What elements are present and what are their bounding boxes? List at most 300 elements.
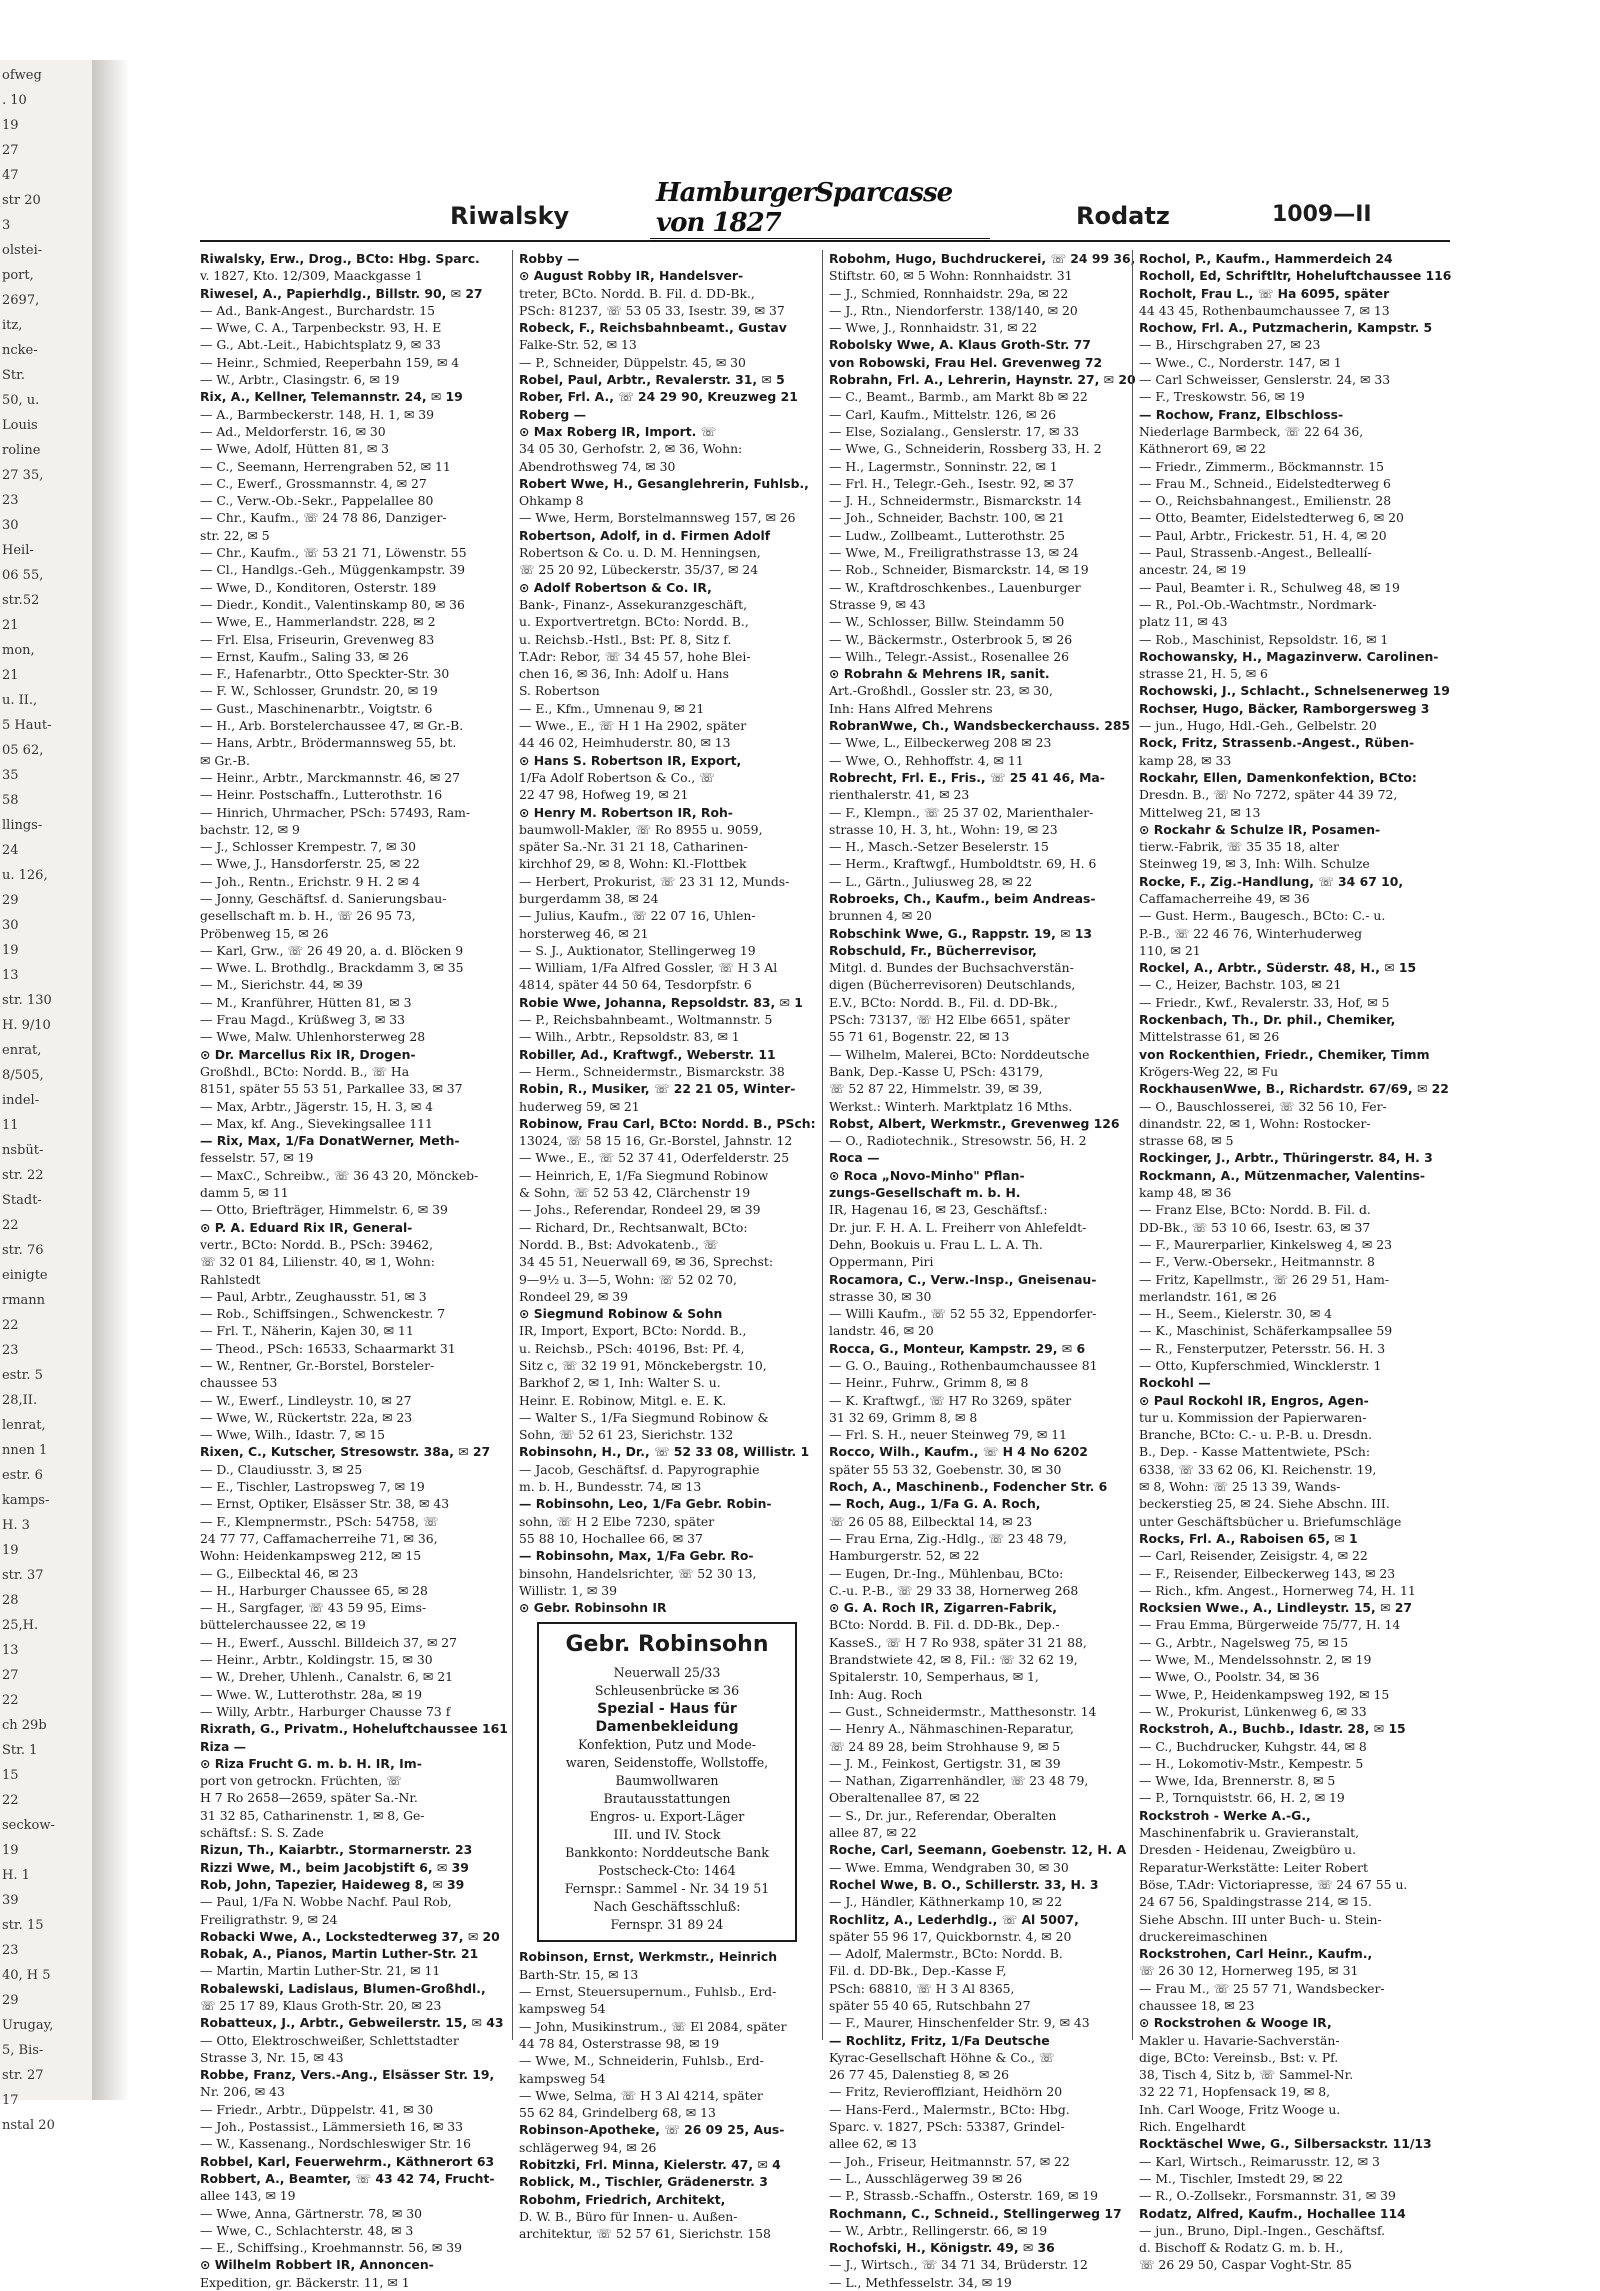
- directory-entry: Bank-, Finanz-, Assekuranzgeschäft,: [519, 596, 748, 612]
- directory-entry: — O., Bauschlosserei, ☏ 32 56 10, Fer-: [1139, 1098, 1387, 1114]
- directory-entry: Robin, R., Musiker, ☏ 22 21 05, Winter-: [519, 1081, 796, 1097]
- directory-entry: ⊙ Roca „Novo-Minho" Pflan-: [829, 1167, 1025, 1183]
- directory-entry: Willistr. 1, ✉ 39: [519, 1582, 617, 1598]
- directory-entry: BCto: Nordd. B. Fil. d. DD-Bk., Dep.-: [829, 1617, 1060, 1633]
- directory-entry: d. Bischoff & Rodatz G. m. b. H.,: [1139, 2240, 1344, 2256]
- directory-page: [200, 177, 1452, 2290]
- directory-entry: — Chr., Kaufm., ☏ 24 78 86, Danziger-: [200, 510, 447, 526]
- directory-entry: v. 1827, Kto. 12/309, Maackgasse 1: [200, 268, 423, 284]
- directory-entry: Großhdl., BCto: Nordd. B., ☏ Ha: [200, 1063, 410, 1079]
- left-page-fragment: 13: [2, 1643, 19, 1658]
- left-page-fragment: 19: [2, 1843, 19, 1858]
- directory-entry: dige, BCto: Vereinsb., Bst: v. Pf.: [1139, 2049, 1339, 2065]
- left-page-fragment: 23: [2, 1343, 19, 1358]
- directory-entry: Inh: Aug. Roch: [829, 1686, 923, 1702]
- ad-line: Neuerwall 25/33: [613, 1665, 721, 1681]
- directory-entry: — Fritz, Kapellmstr., ☏ 26 29 51, Ham-: [1139, 1271, 1390, 1287]
- directory-entry: — Frau M., ☏ 25 57 71, Wandsbecker-: [1139, 1980, 1385, 1996]
- left-page-fragment: lenrat,: [2, 1418, 46, 1433]
- directory-entry: Rockenbach, Th., Dr. phil., Chemiker,: [1139, 1012, 1396, 1028]
- ad-line: waren, Seidenstoffe, Wollstoffe,: [565, 1755, 769, 1771]
- directory-entry: — F., Klempn., ☏ 25 37 02, Marienthaler-: [829, 804, 1094, 820]
- directory-entry: 1/Fa Adolf Robertson & Co., ☏: [519, 769, 715, 785]
- directory-entry: Robbe, Franz, Vers.-Ang., Elsässer Str. 19,: [200, 2067, 495, 2083]
- directory-entry: Dresdn. B., ☏ No 7272, später 44 39 72,: [1139, 787, 1398, 803]
- directory-entry: Mittelweg 21, ✉ 13: [1139, 804, 1261, 820]
- directory-entry: Robrahn, Frl. A., Lehrerin, Haynstr. 27, ✉ 20: [829, 372, 1136, 388]
- directory-entry: — Herm., Kraftwgf., Humboldtstr. 69, H. 6: [829, 856, 1097, 872]
- directory-entry: — O., Radiotechnik., Stresowstr. 56, H. 2: [829, 1133, 1087, 1149]
- directory-entry: — Paul, Strassenb.-Angest., Belleallí-: [1139, 545, 1372, 561]
- directory-entry: — Max, Arbtr., Jägerstr. 15, H. 3, ✉ 4: [200, 1098, 434, 1114]
- left-page-fragment: 58: [2, 793, 19, 808]
- directory-entry: — L., Gärtn., Juliusweg 28, ✉ 22: [829, 873, 1033, 889]
- directory-entry: Stiftstr. 60, ✉ 5 Wohn: Ronnhaidstr. 31: [829, 268, 1073, 284]
- directory-entry: Nordd. B., Bst: Advokatenb., ☏: [519, 1236, 719, 1252]
- directory-entry: — W., Dreher, Uhlenh., Canalstr. 6, ✉ 21: [200, 1669, 453, 1685]
- directory-entry: — L., Ausschlägerweg 39 ✉ 26: [829, 2170, 1023, 2186]
- directory-entry: — Rix, Max, 1/Fa DonatWerner, Meth-: [200, 1133, 460, 1149]
- directory-entry: — J. H., Schneidermstr., Bismarckstr. 14: [829, 493, 1082, 509]
- directory-entry: 55 62 84, Grindelberg 68, ✉ 13: [519, 2105, 716, 2121]
- directory-entry: Inh. Carl Wooge, Fritz Wooge u.: [1139, 2101, 1341, 2117]
- directory-entry: Rocktäschel Wwe, G., Silbersackstr. 11/13: [1139, 2136, 1432, 2152]
- directory-entry: — F., Klempnermstr., PSch: 54758, ☏: [200, 1513, 439, 1529]
- directory-entry: Rocke, F., Zig.-Handlung, ☏ 34 67 10,: [1139, 873, 1404, 889]
- directory-entry: ⊙ Wilhelm Robbert IR, Annoncen-: [200, 2257, 434, 2273]
- directory-entry: — Wwe, Anna, Gärtnerstr. 78, ✉ 30: [200, 2205, 422, 2221]
- directory-entry: allee 62, ✉ 13: [829, 2136, 917, 2152]
- directory-entry: ⊙ P. A. Eduard Rix IR, General-: [200, 1219, 413, 1235]
- directory-entry: — Rob., Schneider, Bismarckstr. 14, ✉ 19: [829, 562, 1089, 578]
- directory-entry: Robohm, Friedrich, Architekt,: [519, 2191, 726, 2207]
- left-page-fragment: estr. 6: [2, 1468, 43, 1483]
- directory-entry: — S., Dr. jur., Referendar, Oberalten: [829, 1807, 1057, 1823]
- directory-entry: P.-B., ☏ 22 46 76, Winterhuderweg: [1139, 925, 1363, 941]
- directory-entry: — Heinr., Fuhrw., Grimm 8, ✉ 8: [829, 1375, 1029, 1391]
- directory-entry: Roch, A., Maschinenb., Fodencher Str. 6: [829, 1479, 1108, 1495]
- directory-entry: — Heinr. Postschaffn., Lutterothstr. 16: [200, 787, 443, 803]
- directory-entry: Rochol, P., Kaufm., Hammerdeich 24: [1139, 251, 1393, 266]
- ad-line: Postscheck-Cto: 1464: [598, 1863, 736, 1879]
- directory-entry: — F. W., Schlosser, Grundstr. 20, ✉ 19: [200, 683, 438, 699]
- directory-entry: — Frl. H., Telegr.-Geh., Isestr. 92, ✉ 37: [829, 475, 1074, 491]
- directory-entry: später 55 53 32, Goebenstr. 30, ✉ 30: [829, 1461, 1062, 1477]
- directory-entry: Dehn, Bookuis u. Frau L. L. A. Th.: [829, 1236, 1043, 1252]
- directory-entry: Dresden - Heidenau, Zweigbüro u.: [1139, 1842, 1357, 1858]
- directory-entry: — Willy, Arbtr., Harburger Chausse 73 f: [200, 1703, 451, 1719]
- directory-entry: Abendrothsweg 74, ✉ 30: [519, 458, 676, 474]
- directory-entry: von Robowski, Frau Hel. Grevenweg 72: [829, 354, 1103, 370]
- directory-entry: — Wwe. L. Brothdlg., Brackdamm 3, ✉ 35: [200, 960, 464, 976]
- directory-entry: Robiller, Ad., Kraftwgf., Weberstr. 11: [519, 1046, 776, 1062]
- left-page-fragment: H. 9/10: [2, 1018, 51, 1033]
- directory-entry: später 55 40 65, Rutschbahn 27: [829, 1997, 1031, 2013]
- left-page-fragment: itz,: [2, 318, 23, 333]
- left-page-fragment: 22: [2, 1218, 19, 1233]
- left-page-fragment: einigte: [2, 1268, 48, 1283]
- directory-entry: Rahlstedt: [200, 1271, 261, 1287]
- left-page-fragment: rmann: [2, 1293, 46, 1308]
- directory-entry: — Joh., Friseur, Heitmannstr. 57, ✉ 22: [829, 2153, 1070, 2169]
- directory-entry: Rocholl, Ed, Schriftltr, Hoheluftchaussee 116: [1139, 268, 1452, 284]
- directory-entry: Ohkamp 8: [519, 493, 584, 509]
- left-page-fragment: 35: [2, 768, 19, 783]
- left-page-fragment: Str.: [2, 368, 26, 383]
- directory-entry: Robeck, F., Reichsbahnbeamt., Gustav: [519, 320, 787, 336]
- directory-entry: Robatteux, J., Arbtr., Gebweilerstr. 15, ✉ 43: [200, 2015, 504, 2031]
- directory-entry: — Frau M., Schneid., Eidelstedterweg 6: [1139, 475, 1391, 491]
- directory-entry: — E., Tischler, Lastropsweg 7, ✉ 19: [200, 1479, 425, 1495]
- left-page-fragment: 22: [2, 1793, 19, 1808]
- directory-entry: — Herm., Schneidermstr., Bismarckstr. 38: [519, 1063, 785, 1079]
- directory-entry: Rocholt, Frau L., ☏ Ha 6095, später: [1139, 285, 1390, 301]
- directory-entry: — Otto, Beamter, Eidelstedterweg 6, ✉ 20: [1139, 510, 1404, 526]
- directory-entry: Werkst.: Winterh. Marktplatz 16 Mths.: [829, 1098, 1073, 1114]
- directory-entry: — Eugen, Dr.-Ing., Mühlenbau, BCto:: [829, 1565, 1064, 1581]
- directory-entry: ☏ 32 01 84, Lilienstr. 40, ✉ 1, Wohn:: [200, 1254, 435, 1270]
- directory-entry: — Carl, Reisender, Zeisigstr. 4, ✉ 22: [1139, 1548, 1368, 1564]
- directory-entry: Art.-Großhdl., Gossler str. 23, ✉ 30,: [829, 683, 1053, 699]
- directory-entry: Steinweg 19, ✉ 3, Inh: Wilh. Schulze: [1139, 856, 1370, 872]
- directory-entry: Robalewski, Ladislaus, Blumen-Großhdl.,: [200, 1980, 486, 1996]
- directory-entry: C.-u. P.-B., ☏ 29 33 38, Hornerweg 268: [829, 1582, 1079, 1598]
- left-page-fragment: llings-: [2, 818, 43, 833]
- directory-entry: Heinr. E. Robinow, Mitgl. e. E. K.: [519, 1392, 727, 1408]
- directory-entry: ⊙ Gebr. Robinsohn IR: [519, 1600, 667, 1616]
- directory-entry: — Willi Kaufm., ☏ 52 55 32, Eppendorfer-: [829, 1306, 1097, 1322]
- directory-entry: Oppermann, Piri: [829, 1254, 934, 1270]
- directory-entry: — Wwe. Emma, Wendgraben 30, ✉ 30: [829, 1859, 1069, 1875]
- directory-entry: Robroeks, Ch., Kaufm., beim Andreas-: [829, 890, 1096, 906]
- directory-entry: PSch: 81237, ☏ 53 05 33, Isestr. 39, ✉ 37: [519, 302, 785, 318]
- directory-entry: ⊙ Paul Rockohl IR, Engros, Agen-: [1139, 1392, 1369, 1408]
- directory-entry: — Heinr., Arbtr., Koldingstr. 15, ✉ 30: [200, 1652, 433, 1668]
- left-page-fragment: olstei-: [2, 243, 43, 258]
- left-page-fragment: 19: [2, 1543, 19, 1558]
- directory-entry: landstr. 46, ✉ 20: [829, 1323, 934, 1339]
- ad-line: III. und IV. Stock: [613, 1827, 721, 1843]
- left-page-fragment: 27: [2, 143, 19, 158]
- left-page-fragment: 5, Bis-: [2, 2043, 44, 2058]
- directory-entry: Rochlitz, A., Lederhdlg., ☏ Al 5007,: [829, 1911, 1079, 1927]
- directory-entry: Siehe Abschn. III unter Buch- u. Stein-: [1139, 1911, 1382, 1927]
- directory-entry: Robschuld, Fr., Bücherrevisor,: [829, 942, 1037, 958]
- directory-entry: Robinsohn, H., Dr., ☏ 52 33 08, Willistr. 1: [519, 1444, 810, 1460]
- left-page-fragment: Str. 1: [2, 1743, 38, 1758]
- directory-entry: Rochser, Hugo, Bäcker, Ramborgersweg 3: [1139, 700, 1430, 716]
- left-page-fragment: Heil-: [2, 543, 34, 558]
- directory-entry: Robert Wwe, H., Gesanglehrerin, Fuhlsb.,: [519, 475, 809, 491]
- directory-entry: T.Adr: Rebor, ☏ 34 45 57, hohe Blei-: [519, 648, 751, 664]
- directory-entry: — Richard, Dr., Rechtsanwalt, BCto:: [519, 1219, 748, 1235]
- directory-entry: — Carl Schweisser, Genslerstr. 24, ✉ 33: [1139, 372, 1391, 388]
- directory-entry: chaussee 53: [200, 1375, 278, 1391]
- left-page-fragment: indel-: [2, 1093, 40, 1108]
- directory-entry: später 55 96 17, Quickbornstr. 4, ✉ 20: [829, 1928, 1072, 1944]
- directory-entry: DD-Bk., ☏ 53 10 66, Isestr. 63, ✉ 37: [1139, 1219, 1371, 1235]
- directory-entry: — R., Pol.-Ob.-Wachtmstr., Nordmark-: [1139, 596, 1377, 612]
- left-page-fragment: 21: [2, 668, 19, 683]
- ad-title: Gebr. Robinsohn: [565, 1632, 769, 1658]
- directory-entry: — Wilhelm, Malerei, BCto: Norddeutsche: [829, 1046, 1090, 1062]
- directory-entry: — W., Arbtr., Rellingerstr. 66, ✉ 19: [829, 2222, 1048, 2238]
- directory-entry: Rockinger, J., Arbtr., Thüringerstr. 84, H. 3: [1139, 1150, 1433, 1166]
- left-page-fragment: 06 55,: [2, 568, 44, 583]
- left-page-fragment: mon,: [2, 643, 35, 658]
- directory-entry: — Ad., Meldorferstr. 16, ✉ 30: [200, 423, 386, 439]
- directory-entry: — Joh., Postassist., Lämmersieth 16, ✉ 33: [200, 2119, 464, 2135]
- directory-entry: — Robinsohn, Leo, 1/Fa Gebr. Robin-: [519, 1496, 772, 1512]
- directory-entry: — Wwe, Herm, Borstelmannsweg 157, ✉ 26: [519, 510, 796, 526]
- directory-entry: — M., Kranführer, Hütten 81, ✉ 3: [200, 994, 412, 1010]
- directory-entry: Krögers-Weg 22, ✉ Fu: [1139, 1063, 1279, 1079]
- directory-entry: — Wwe. W., Lutterothstr. 28a, ✉ 19: [200, 1686, 423, 1702]
- directory-entry: — F., Maurerparlier, Kinkelsweg 4, ✉ 23: [1139, 1236, 1393, 1252]
- directory-entry: — Otto, Kupferschmied, Wincklerstr. 1: [1139, 1358, 1382, 1373]
- directory-entry: Robertson & Co. u. D. M. Henningsen,: [519, 545, 761, 561]
- directory-entry: — Paul, Arbtr., Zeughausstr. 51, ✉ 3: [200, 1288, 427, 1304]
- directory-entry: — J., Händler, Käthnerkamp 10, ✉ 22: [829, 1894, 1063, 1910]
- page-header: [200, 177, 1450, 242]
- directory-entry: — Nathan, Zigarrenhändler, ☏ 23 48 79,: [829, 1773, 1089, 1789]
- left-page-fragment: enrat,: [2, 1043, 42, 1058]
- directory-entry: schlägerweg 94, ✉ 26: [519, 2139, 657, 2155]
- directory-entry: Robak, A., Pianos, Martin Luther-Str. 21: [200, 1946, 479, 1962]
- left-page-fragment: 40, H 5: [2, 1968, 51, 1983]
- directory-entry: Maschinenfabrik u. Gravieranstalt,: [1139, 1825, 1360, 1841]
- directory-entry: — W., Schlosser, Billw. Steindamm 50: [829, 614, 1065, 630]
- directory-entry: bachstr. 12, ✉ 9: [200, 821, 300, 837]
- directory-entry: — William, 1/Fa Alfred Gossler, ☏ H 3 Al: [519, 960, 778, 976]
- directory-entry: — W., Bäckermstr., Osterbrook 5, ✉ 26: [829, 631, 1073, 647]
- directory-entry: — W., Arbtr., Clasingstr. 6, ✉ 19: [200, 372, 400, 388]
- directory-entry: — Rob., Maschinist, Repsoldstr. 16, ✉ 1: [1139, 631, 1389, 647]
- directory-entry: — H., Lokomotiv-Mstr., Kempestr. 5: [1139, 1755, 1364, 1771]
- directory-entry: — Ernst, Optiker, Elsässer Str. 38, ✉ 43: [200, 1496, 450, 1512]
- left-page-fragment: 8/505,: [2, 1068, 44, 1083]
- directory-entry: — Wwe, Adolf, Hütten 81, ✉ 3: [200, 441, 390, 457]
- directory-entry: 22 47 98, Hofweg 19, ✉ 21: [519, 787, 689, 803]
- directory-entry: Rochmann, C., Schneid., Stellingerweg 17: [829, 2205, 1122, 2221]
- directory-entry: — Wwe, G., Schneiderin, Rossberg 33, H. 2: [829, 441, 1102, 457]
- left-page-fragment: 27 35,: [2, 468, 44, 483]
- directory-entry: später Sa.-Nr. 31 21 18, Catharinen-: [519, 839, 748, 855]
- left-page-fragment: nstal 20: [2, 2118, 55, 2133]
- directory-entry: ⊙ Siegmund Robinow & Sohn: [519, 1306, 723, 1322]
- directory-entry: — Otto, Briefträger, Himmelstr. 6, ✉ 39: [200, 1202, 448, 1218]
- directory-entry: port von getrockn. Früchten, ☏: [200, 1773, 402, 1789]
- directory-entry: Robinson-Apotheke, ☏ 26 09 25, Aus-: [519, 2122, 785, 2138]
- directory-entry: — jun., Bruno, Dipl.-Ingen., Geschäftsf.: [1139, 2222, 1386, 2238]
- left-page-fragment: ch 29b: [2, 1718, 47, 1733]
- directory-entry: Robbert, A., Beamter, ☏ 43 42 74, Frucht-: [200, 2170, 495, 2186]
- directory-entry: beckerstieg 25, ✉ 24. Siehe Abschn. III.: [1139, 1496, 1390, 1512]
- directory-entry: — J., Schmied, Ronnhaidstr. 29a, ✉ 22: [829, 285, 1069, 301]
- left-page-fragment: 21: [2, 618, 19, 633]
- directory-entry: ⊙ Hans S. Robertson IR, Export,: [519, 752, 742, 768]
- directory-entry: Robolsky Wwe, A. Klaus Groth-Str. 77: [829, 337, 1091, 353]
- directory-entry: dinandstr. 22, ✉ 1, Wohn: Rostocker-: [1139, 1115, 1371, 1131]
- directory-entry: Rich. Engelhardt: [1139, 2119, 1246, 2135]
- directory-entry: Falke-Str. 52, ✉ 13: [519, 337, 637, 353]
- directory-entry: chaussee 18, ✉ 23: [1139, 1997, 1255, 2013]
- directory-entry: — Jacob, Geschäftsf. d. Papyrographie: [519, 1461, 760, 1477]
- directory-entry: — Gust., Maschinenarbtr., Voigtstr. 6: [200, 700, 433, 716]
- directory-entry: Caffamacherreihe 49, ✉ 36: [1139, 890, 1310, 906]
- directory-entry: — J. M., Feinkost, Gertigstr. 31, ✉ 39: [829, 1755, 1061, 1771]
- directory-entry: Roche, Carl, Seemann, Goebenstr. 12, H. A: [829, 1842, 1127, 1858]
- directory-entry: Dr. jur. F. H. A. L. Freiherr von Ahlefeldt-: [829, 1219, 1087, 1235]
- directory-entry: — Wwe, M., Schneiderin, Fuhlsb., Erd-: [519, 2053, 764, 2069]
- directory-entry: — W., Rentner, Gr.-Borstel, Borsteler-: [200, 1358, 435, 1373]
- left-page-fragment: 23: [2, 1943, 19, 1958]
- directory-entry: horsterweg 46, ✉ 21: [519, 925, 649, 941]
- directory-entry: — F., Treskowstr. 56, ✉ 19: [1139, 389, 1305, 405]
- left-page-fragment: H. 3: [2, 1518, 30, 1533]
- directory-entry: Sohn, ☏ 52 61 23, Sierichstr. 132: [519, 1427, 734, 1443]
- left-page-fragment: 3: [2, 218, 11, 233]
- left-page-fragment: 28: [2, 1593, 19, 1608]
- directory-entry: Oberaltenallee 87, ✉ 22: [829, 1790, 980, 1806]
- directory-entry: Sitz c, ☏ 32 19 91, Mönckebergstr. 10,: [519, 1358, 767, 1373]
- directory-entry: ☏ 26 05 88, Eilbecktal 14, ✉ 23: [829, 1513, 1033, 1529]
- left-page-fragment: 15: [2, 1768, 19, 1783]
- directory-entry: strasse 30, ✉ 30: [829, 1288, 932, 1304]
- directory-entry: gesellschaft m. b. H., ☏ 26 95 73,: [200, 908, 416, 924]
- directory-entry: — Walter S., 1/Fa Siegmund Robinow &: [519, 1409, 769, 1425]
- directory-entry: fesselstr. 57, ✉ 19: [200, 1150, 314, 1166]
- directory-entry: Sparc. v. 1827, PSch: 53387, Grindel-: [829, 2119, 1065, 2135]
- directory-entry: — G., Arbtr., Nagelsweg 75, ✉ 15: [1139, 1634, 1349, 1650]
- directory-entry: — G., Eilbecktal 46, ✉ 23: [200, 1565, 359, 1581]
- directory-entry: — Max, kf. Ang., Sievekingsallee 111: [200, 1115, 433, 1131]
- left-page-fragment: 5 Haut-: [2, 718, 52, 733]
- directory-entry: Robrecht, Frl. E., Fris., ☏ 25 41 46, Ma-: [829, 769, 1105, 785]
- directory-entry: H 7 Ro 2658—2659, später Sa.-Nr.: [200, 1790, 418, 1806]
- directory-entry: Inh: Hans Alfred Mehrens: [829, 700, 993, 716]
- directory-entry: — C., Ewerf., Grossmannstr. 4, ✉ 27: [200, 475, 427, 491]
- directory-entry: — Gust. Herm., Baugesch., BCto: C.- u.: [1139, 908, 1386, 924]
- directory-entry: binsohn, Handelsrichter, ☏ 52 30 13,: [519, 1565, 757, 1581]
- directory-entry: — Roch, Aug., 1/Fa G. A. Roch,: [829, 1496, 1041, 1512]
- directory-entry: — C., Seemann, Herrengraben 52, ✉ 11: [200, 458, 451, 474]
- ad-line: Bankkonto: Norddeutsche Bank: [565, 1845, 769, 1861]
- directory-entry: — J., Rtn., Niendorferstr. 138/140, ✉ 20: [829, 302, 1078, 318]
- left-page-fragment: 2697,: [2, 293, 40, 308]
- directory-entry: Rockstroh - Werke A.-G.,: [1139, 1807, 1311, 1823]
- left-page-fragment: str. 22: [2, 1168, 44, 1183]
- left-page-fragment: 24: [2, 843, 19, 858]
- column-3: [822, 250, 1136, 2290]
- directory-entry: 44 78 84, Osterstrasse 98, ✉ 19: [519, 2035, 720, 2051]
- directory-entry: Robinson, Ernst, Werkmstr., Heinrich: [519, 1949, 778, 1965]
- directory-entry: tierw.-Fabrik, ☏ 35 35 18, alter: [1139, 839, 1339, 855]
- directory-entry: E.V., BCto: Nordd. B., Fil. d. DD-Bk.,: [829, 994, 1058, 1010]
- left-page-fragment: H. 1: [2, 1868, 30, 1883]
- directory-entry: — P., Schneider, Düppelstr. 45, ✉ 30: [519, 354, 746, 370]
- directory-entry: — John, Musikinstrum., ☏ El 2084, später: [519, 2018, 787, 2034]
- directory-entry: — Wwe, O., Poolstr. 34, ✉ 36: [1139, 1669, 1320, 1685]
- directory-entry: Riwesel, A., Papierhdlg., Billstr. 90, ✉ 27: [200, 285, 483, 301]
- directory-entry: ☏ 25 20 92, Lübeckerstr. 35/37, ✉ 24: [519, 562, 759, 578]
- previous-page-edge: [0, 60, 95, 2133]
- directory-entry: Rocks, Frl. A., Raboisen 65, ✉ 1: [1139, 1530, 1358, 1546]
- directory-entry: — Robinsohn, Max, 1/Fa Gebr. Ro-: [519, 1548, 754, 1564]
- directory-entry: — Paul, Beamter i. R., Schulweg 48, ✉ 19: [1139, 579, 1400, 595]
- directory-entry: m. b. H., Bundesstr. 74, ✉ 13: [519, 1479, 702, 1495]
- directory-entry: KasseS., ☏ H 7 Ro 938, später 31 21 88,: [829, 1634, 1087, 1650]
- directory-entry: — Heinrich, E, 1/Fa Siegmund Robinow: [519, 1167, 769, 1183]
- directory-entry: — Hinrich, Uhrmacher, PSch: 57493, Ram-: [200, 804, 471, 820]
- directory-entry: Roca —: [829, 1150, 880, 1166]
- ad-line: Fernspr.: Sammel - Nr. 34 19 51: [564, 1881, 770, 1897]
- directory-entry: 24 77 77, Caffamacherreihe 71, ✉ 36,: [200, 1530, 438, 1546]
- directory-entry: — Wwe., C., Norderstr. 147, ✉ 1: [1139, 354, 1342, 370]
- column-1: [200, 250, 508, 2290]
- directory-entry: — W., Prokurist, Lünkenweg 6, ✉ 33: [1139, 1703, 1367, 1719]
- column-2: [512, 250, 816, 2242]
- left-page-fragment: 29: [2, 893, 19, 908]
- directory-entry: — J., Wirtsch., ☏ 34 71 34, Brüderstr. 12: [829, 2257, 1088, 2273]
- directory-entry: ✉ 8, Wohn: ☏ 25 13 39, Wands-: [1139, 1479, 1341, 1495]
- directory-entry: — Herbert, Prokurist, ☏ 23 31 12, Munds-: [519, 873, 790, 889]
- directory-entry: Brandstwiete 42, ✉ 8, Fil.: ☏ 32 62 19,: [829, 1652, 1078, 1668]
- directory-entry: Rizzi Wwe, M., beim Jacobjstift 6, ✉ 39: [200, 1859, 469, 1875]
- directory-entry: Robel, Paul, Arbtr., Revalerstr. 31, ✉ 5: [519, 372, 785, 388]
- directory-entry: — Otto, Elektroschweißer, Schlettstadter: [200, 2032, 459, 2048]
- directory-entry: ☏ 52 87 22, Himmelstr. 39, ✉ 39,: [829, 1081, 1043, 1097]
- directory-entry: — Paul, Arbtr., Frickestr. 51, H. 4, ✉ 20: [1139, 527, 1387, 543]
- directory-entry: ☏ 26 29 50, Caspar Voght-Str. 85: [1139, 2257, 1352, 2273]
- directory-entry: Rocksien Wwe., A., Lindleystr. 15, ✉ 27: [1139, 1600, 1413, 1616]
- directory-entry: — Wwe, J., Hansdorferstr. 25, ✉ 22: [200, 856, 420, 872]
- directory-entry: — Ernst, Kaufm., Saling 33, ✉ 26: [200, 648, 409, 664]
- directory-entry: Rockahr, Ellen, Damenkonfektion, BCto:: [1139, 769, 1417, 785]
- directory-entry: — Rob., Schiffsingen., Schwenckestr. 7: [200, 1306, 446, 1322]
- directory-entry: PSch: 73137, ☏ H2 Elbe 6651, später: [829, 1012, 1070, 1028]
- directory-entry: Rockstroh, A., Buchb., Idastr. 28, ✉ 15: [1139, 1721, 1406, 1737]
- left-keyword: Riwalsky: [450, 202, 570, 230]
- directory-entry: — H., Arb. Borstelerchaussee 47, ✉ Gr.-B.: [200, 718, 464, 734]
- directory-entry: ⊙ Adolf Robertson & Co. IR,: [519, 579, 712, 595]
- directory-entry: — E., Schiffsing., Kroehmannstr. 56, ✉ 39: [200, 2240, 462, 2256]
- directory-entry: — Friedr., Kwf., Revalerstr. 33, Hof, ✉ 5: [1139, 994, 1390, 1010]
- directory-entry: — Frau Erna, Zig.-Hdlg., ☏ 23 48 79,: [829, 1530, 1067, 1546]
- directory-entry: allee 143, ✉ 19: [200, 2188, 296, 2204]
- directory-entry: tur u. Kommission der Papierwaren-: [1139, 1409, 1367, 1425]
- directory-entry: — Gust., Schneidermstr., Matthesonstr. 14: [829, 1703, 1097, 1719]
- left-page-fragment: port,: [2, 268, 34, 283]
- directory-entry: — Karl, Wirtsch., Reimarusstr. 12, ✉ 3: [1139, 2153, 1380, 2169]
- left-page-fragment: 50, u.: [2, 393, 40, 408]
- directory-entry: — E., Kfm., Umnenau 9, ✉ 21: [519, 700, 705, 716]
- left-page-fragment: 22: [2, 1693, 19, 1708]
- directory-entry: — Adolf, Malermstr., BCto: Nordd. B.: [829, 1946, 1063, 1962]
- directory-entry: — F., Hafenarbtr., Otto Speckter-Str. 30: [200, 666, 450, 682]
- directory-entry: brunnen 4, ✉ 20: [829, 908, 932, 924]
- ad-line: Schleusenbrücke ✉ 36: [594, 1683, 740, 1699]
- left-page-fragment: str. 130: [2, 993, 52, 1008]
- directory-entry: Rochofski, H., Königstr. 49, ✉ 36: [829, 2240, 1055, 2256]
- directory-entry: — G. O., Bauing., Rothenbaumchaussee 81: [829, 1358, 1098, 1373]
- directory-entry: 8151, später 55 53 51, Parkallee 33, ✉ 37: [200, 1081, 463, 1097]
- directory-entry: 38, Tisch 4, Sitz b, ☏ Sammel-Nr.: [1139, 2067, 1354, 2083]
- directory-entry: treter, BCto. Nordd. B. Fil. d. DD-Bk.,: [519, 285, 755, 301]
- directory-entry: — P., Reichsbahnbeamt., Woltmannstr. 5: [519, 1012, 773, 1028]
- book-gutter-shadow: [92, 60, 130, 2100]
- directory-entry: Rondeel 29, ✉ 39: [519, 1288, 628, 1304]
